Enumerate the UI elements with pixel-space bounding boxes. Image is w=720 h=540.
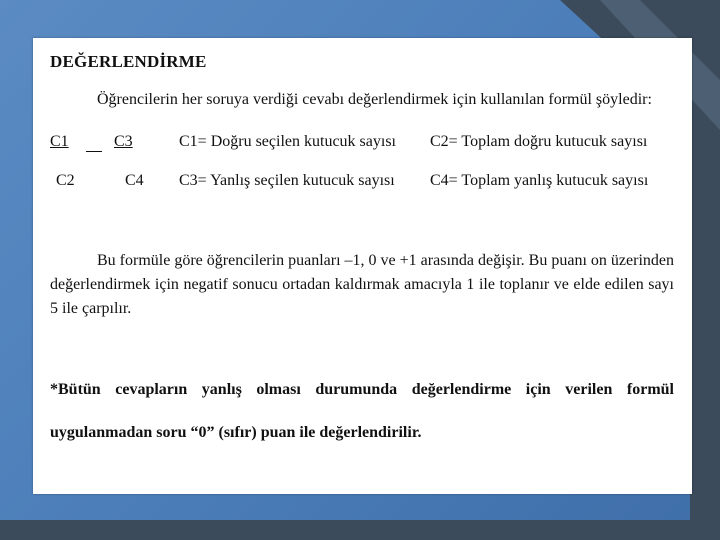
formula-def-c3: C3= Yanlış seçilen kutucuk sayısı (179, 172, 395, 189)
document-image (33, 38, 692, 494)
note-line-1: *Bütün cevapların yanlış olması durumunda değerlendirme için verilen formül (50, 381, 674, 398)
formula-c3: C3 (114, 133, 133, 150)
intro-text: Öğrencilerin her soruya verdiği cevabı değerlendirmek için kullanılan formül şöyledir: (97, 91, 652, 108)
formula-def-c2: C2= Toplam doğru kutucuk sayısı (430, 133, 648, 150)
formula-c1: C1 (50, 133, 69, 150)
formula-minus (86, 151, 102, 152)
formula-def-c1: C1= Doğru seçilen kutucuk sayısı (179, 133, 396, 150)
document-title: DEĞERLENDİRME (50, 52, 207, 71)
explanation-text: Bu formüle göre öğrencilerin puanları –1, 0 ve +1 arasında değişir. Bu puanı on üzerinden değerlendirmek için negatif sonucu ortadan kaldırmak amacıyla 1 ile toplanır ve elde edilen sayı 5 ile çarpılır. (50, 252, 674, 317)
note-line-2: uygulanmadan soru “0” (sıfır) puan ile değerlendirilir. (50, 424, 422, 441)
formula-def-c4: C4= Toplam yanlış kutucuk sayısı (430, 172, 649, 189)
formula-c2: C2 (56, 172, 75, 189)
formula-c4: C4 (125, 172, 144, 189)
explanation-paragraph (50, 249, 674, 321)
